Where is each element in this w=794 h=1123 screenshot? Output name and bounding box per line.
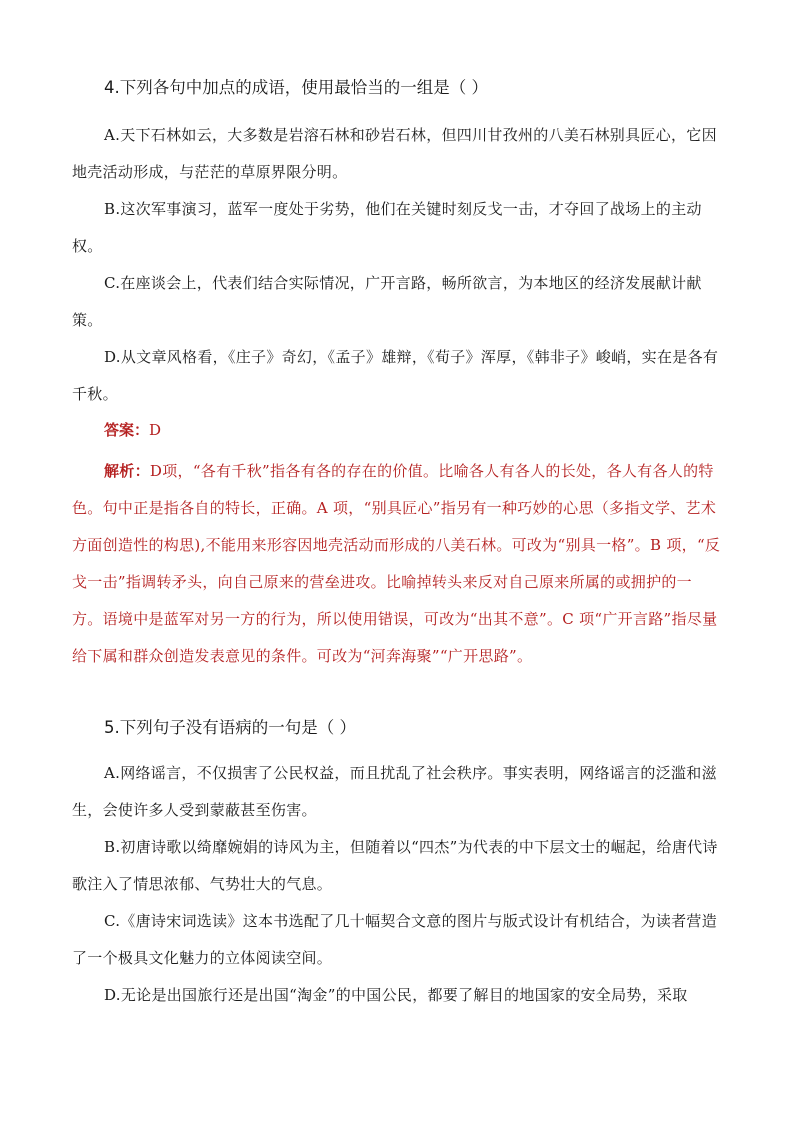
question-4-option-c: C.在座谈会上，代表们结合实际情况，广开言路，畅所欲言，为本地区的经济发展献计献策。 [72, 274, 702, 329]
question-5-option-c: C.《唐诗宋词选读》这本书选配了几十幅契合文意的图片与版式设计有机结合，为读者营造了一个极具文化魅力的立体阅读空间。 [72, 912, 718, 967]
question-5-option-a: A.网络谣言，不仅损害了公民权益，而且扰乱了社会秩序。事实表明，网络谣言的泛滥和滋生，会使许多人受到蒙蔽甚至伤害。 [72, 764, 717, 819]
question-5-option-b: B.初唐诗歌以绮靡婉娟的诗风为主，但随着以“四杰”为代表的中下层文士的崛起，给唐代诗歌注入了情思浓郁、气势壮大的气息。 [72, 838, 718, 893]
question-4-option-d: D.从文章风格看，《庄子》奇幻，《孟子》雄辩，《荀子》浑厚，《韩非子》峻峭，实在是各有千秋。 [72, 348, 719, 403]
question-4-analysis [72, 453, 722, 675]
question-4-option-b: B.这次军事演习，蓝军一度处于劣势，他们在关键时刻反戈一击，才夺回了战场上的主动权。 [72, 200, 702, 255]
analysis-label: 解析： [104, 462, 150, 480]
answer-value: D [149, 421, 162, 439]
question-5-title: 5.下列句子没有语病的一句是（ ） [104, 718, 356, 737]
question-5-options [72, 755, 722, 1014]
question-4-title: 4.下列各句中加点的成语，使用最恰当的一组是（ ） [104, 78, 488, 97]
question-4-answer [104, 418, 161, 442]
analysis-text: D项，“各有千秋”指各有各的存在的价值。比喻各人有各人的长处，各人有各人的特色。句中正是指各自的特长，正确。A 项，“别具匠心”指另有一种巧妙的心思（多指文学、艺术方面创造性的构思),不能用来形容因地壳活动而形成的八美石林。可改为“别具一格”。B 项，“反戈一击”指调转矛头，向自己原来的营垒进攻。比喻掉转头来反对自己原来所属的或拥护的一方。语境中是蓝军对另一方的行为，所以使用错误，可改为“出其不意”。C 项“广开言路”指尽量给下属和群众创造发表意见的条件。可改为“河奔海聚”“广开思路”。 [72, 462, 721, 665]
question-4-option-a: A.天下石林如云，大多数是岩溶石林和砂岩石林，但四川甘孜州的八美石林别具匠心，它因地壳活动形成，与茫茫的草原界限分明。 [72, 126, 717, 181]
question-5-option-d: D.无论是出国旅行还是出国“淘金”的中国公民，都要了解目的地国家的安全局势，采取 [104, 986, 688, 1004]
question-4-options [72, 117, 722, 413]
answer-label: 答案： [104, 421, 150, 439]
